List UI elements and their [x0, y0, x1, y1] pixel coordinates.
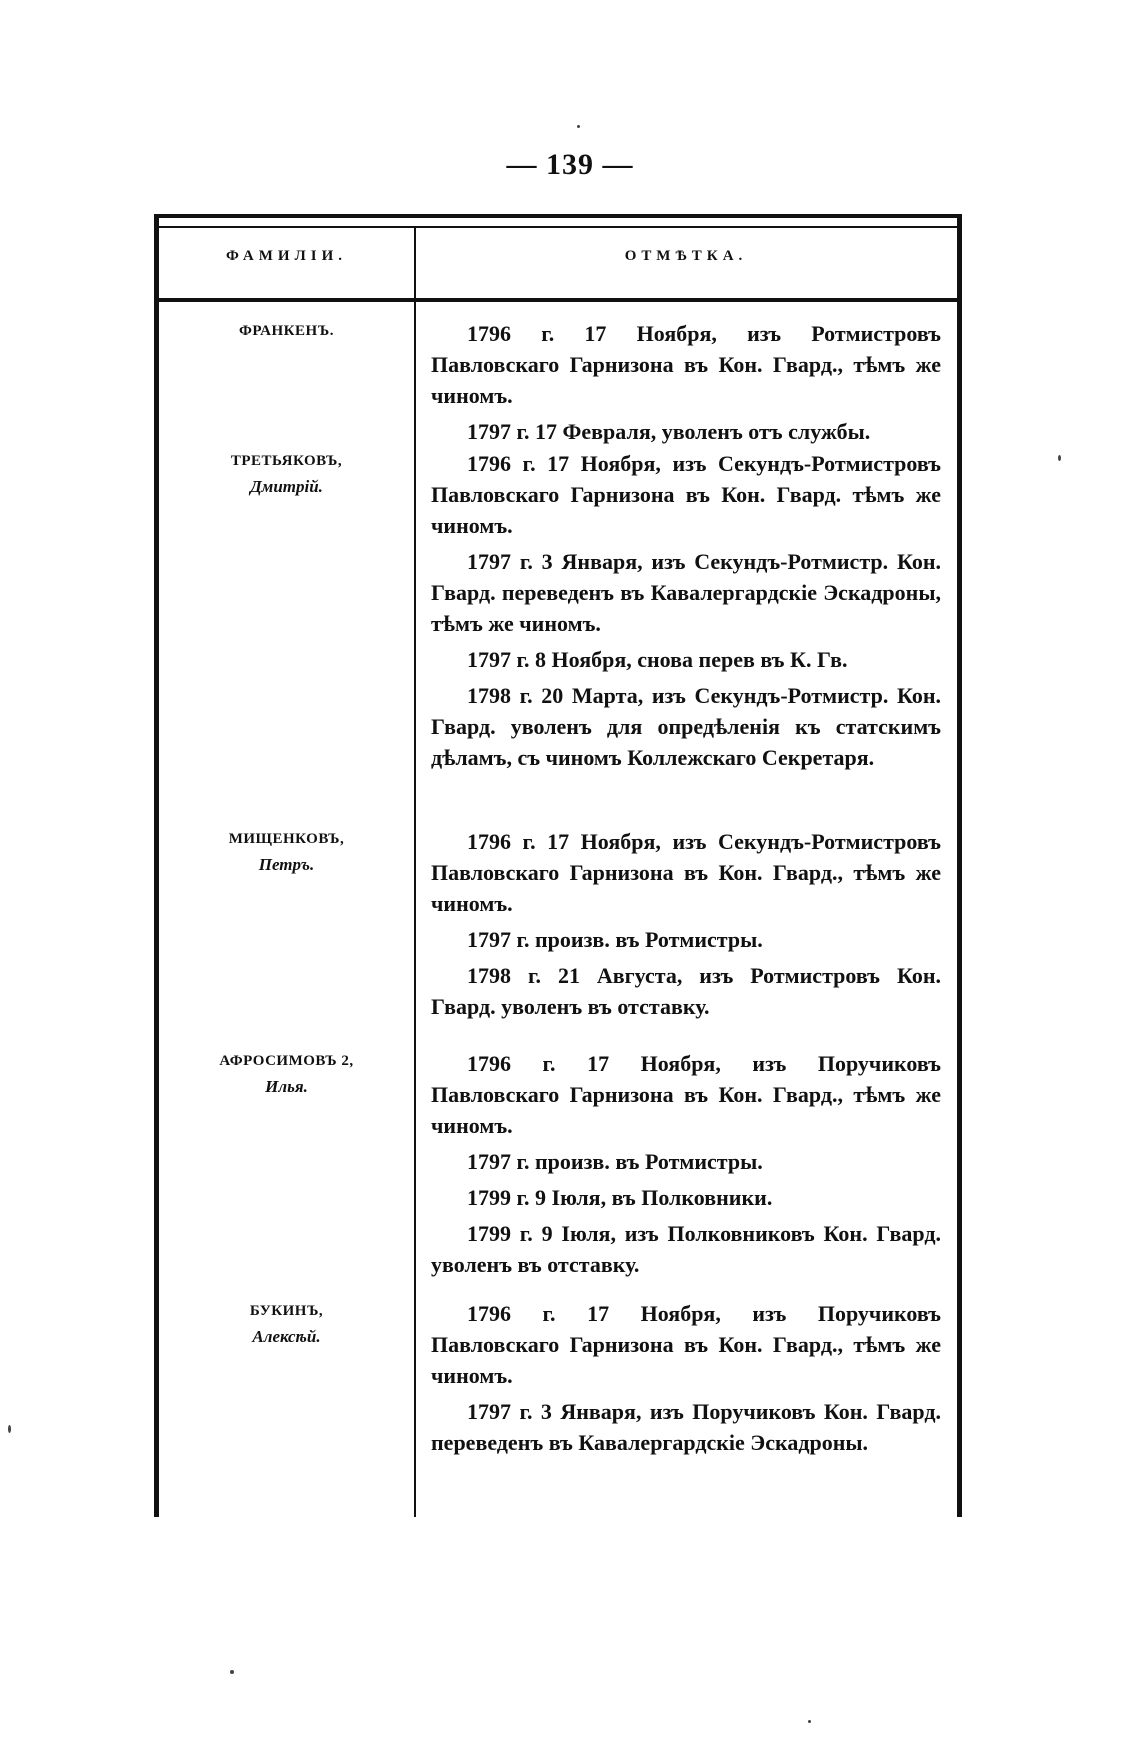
name-cell [159, 448, 414, 500]
surname: МИЩЕНКОВЪ, [228, 831, 345, 847]
surname: ТРЕТЬЯКОВЪ, [230, 453, 343, 469]
surname: АФРОСИМОВЪ 2, [219, 1053, 354, 1069]
name-cell [159, 1048, 414, 1100]
name-cell [159, 318, 414, 344]
note-line: 1796 г. 17 Ноября, изъ Ротмистровъ Павловскаго Гарнизона въ Кон. Гвард., тѣмъ же чиномъ. [431, 321, 941, 408]
note-line: 1799 г. 9 Іюля, въ Полковники. [467, 1185, 773, 1210]
column-header-surnames: ФАМИЛІИ. [225, 248, 348, 264]
note-line: 1796 г. 17 Ноября, изъ Поручиковъ Павловскаго Гарнизона въ Кон. Гвард., тѣмъ же чиномъ. [431, 1051, 941, 1138]
note-line: 1797 г. 3 Января, изъ Секундъ-Ротмистр. Кон. Гвард. переведенъ въ Кавалергардскіе Эскадроны, тѣмъ же чиномъ. [431, 549, 941, 636]
column-header-notes: ОТМѢТКА. [624, 248, 748, 264]
note-line: 1797 г. произв. въ Ротмистры. [467, 1149, 763, 1174]
scan-speck [230, 1670, 234, 1674]
page-number: — 139 — [506, 148, 634, 181]
scan-speck [808, 1720, 811, 1723]
note-line: 1796 г. 17 Ноября, изъ Секундъ-Ротмистровъ Павловскаго Гарнизона въ Кон. Гвард. тѣмъ же чиномъ. [431, 451, 941, 538]
name-cell [159, 1298, 414, 1350]
note-line: 1796 г. 17 Ноября, изъ Секундъ-Ротмистровъ Павловскаго Гарнизона въ Кон. Гвард., тѣмъ же чиномъ. [431, 829, 941, 916]
note-line: 1797 г. 3 Января, изъ Поручиковъ Кон. Гвард. переведенъ въ Кавалергардскіе Эскадроны. [431, 1399, 941, 1455]
name-cell [159, 826, 414, 878]
given-name: Алексѣй. [252, 1327, 321, 1346]
notes-cell [431, 826, 941, 1027]
column-divider [414, 226, 416, 1517]
surname: ФРАНКЕНЪ. [239, 323, 334, 339]
scan-speck [8, 1425, 11, 1433]
note-line: 1799 г. 9 Іюля, изъ Полковниковъ Кон. Гвард. уволенъ въ отставку. [431, 1221, 941, 1277]
notes-cell [431, 448, 941, 778]
records-table [154, 214, 962, 1517]
note-line: 1797 г. 8 Ноября, снова перев въ К. Гв. [467, 647, 848, 672]
given-name: Илья. [265, 1077, 308, 1096]
header-rule-bottom [159, 298, 957, 302]
note-line: 1796 г. 17 Ноября, изъ Поручиковъ Павловскаго Гарнизона въ Кон. Гвард., тѣмъ же чиномъ. [431, 1301, 941, 1388]
note-line: 1797 г. произв. въ Ротмистры. [467, 927, 763, 952]
given-name: Петръ. [258, 855, 315, 874]
given-name: Дмитрій. [250, 477, 323, 496]
notes-cell [431, 318, 941, 452]
note-line: 1797 г. 17 Февраля, уволенъ отъ службы. [467, 419, 871, 444]
scan-speck [1058, 455, 1061, 461]
surname: БУКИНЪ, [249, 1303, 324, 1319]
note-line: 1798 г. 21 Августа, изъ Ротмистровъ Кон. Гвард. уволенъ въ отставку. [431, 963, 941, 1019]
notes-cell [431, 1298, 941, 1463]
notes-cell [431, 1048, 941, 1285]
scan-speck [577, 125, 580, 128]
header-rule-top [159, 226, 957, 228]
note-line: 1798 г. 20 Марта, изъ Секундъ-Ротмистр. Кон. Гвард. уволенъ для опредѣленія къ статскимъ дѣламъ, съ чиномъ Коллежскаго Секретаря. [431, 683, 941, 770]
